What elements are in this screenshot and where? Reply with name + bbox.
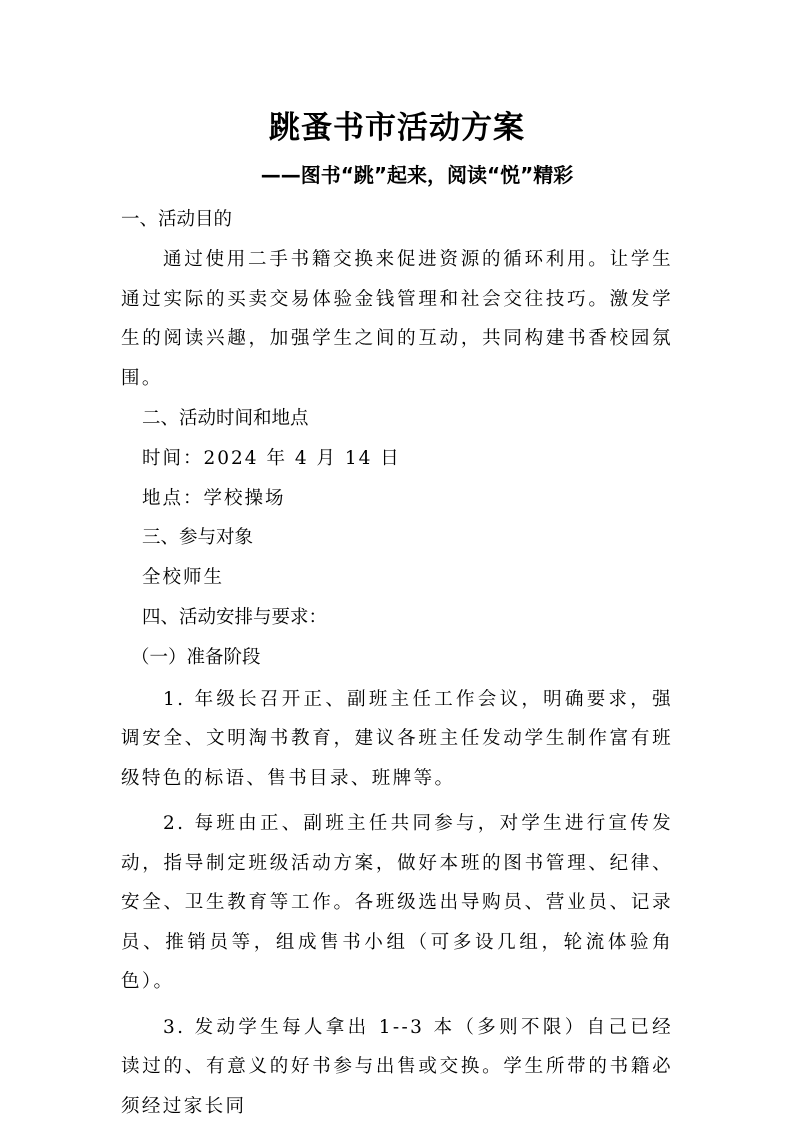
- document-body: [121, 105, 673, 1126]
- preparation-item-2: 2. 每班由正、副班主任共同参与，对学生进行宣传发动，指导制定班级活动方案，做好本班的图书管理、纪律、安全、卫生教育等工作。各班级选出导购员、营业员、记录员、推销员等，组成售书小组（可多设几组，轮流体验角色）。: [121, 804, 673, 1002]
- preparation-item-1: 1. 年级长召开正、副班主任工作会议，明确要求，强调安全、文明淘书教育，建议各班主任发动学生制作富有班级特色的标语、售书目录、班牌等。: [121, 680, 673, 799]
- event-location: 地点：学校操场: [121, 479, 673, 519]
- participants: 全校师生: [121, 558, 673, 598]
- purpose-paragraph: 通过使用二手书籍交换来促进资源的循环利用。让学生通过实际的买卖交易体验金钱管理和社会交往技巧。激发学生的阅读兴趣，加强学生之间的互动，共同构建书香校园氛围。: [121, 240, 673, 398]
- section-heading-purpose: 一、活动目的: [121, 200, 673, 240]
- subsection-heading-preparation: （一）准备阶段: [121, 638, 673, 678]
- section-heading-participants: 三、参与对象: [121, 518, 673, 558]
- event-time: 时间：2024 年 4 月 14 日: [121, 439, 673, 479]
- preparation-item-3: 3. 发动学生每人拿出 1--3 本（多则不限）自己已经读过的、有意义的好书参与出售或交换。学生所带的书籍必须经过家长同: [121, 1008, 673, 1126]
- section-heading-arrangements: 四、活动安排与要求：: [121, 598, 673, 638]
- document-subtitle: ——图书“跳”起来，阅读“悦”精彩: [121, 160, 673, 190]
- section-heading-time-place: 二、活动时间和地点: [121, 399, 673, 439]
- document-title: 跳蚤书市活动方案: [121, 105, 673, 151]
